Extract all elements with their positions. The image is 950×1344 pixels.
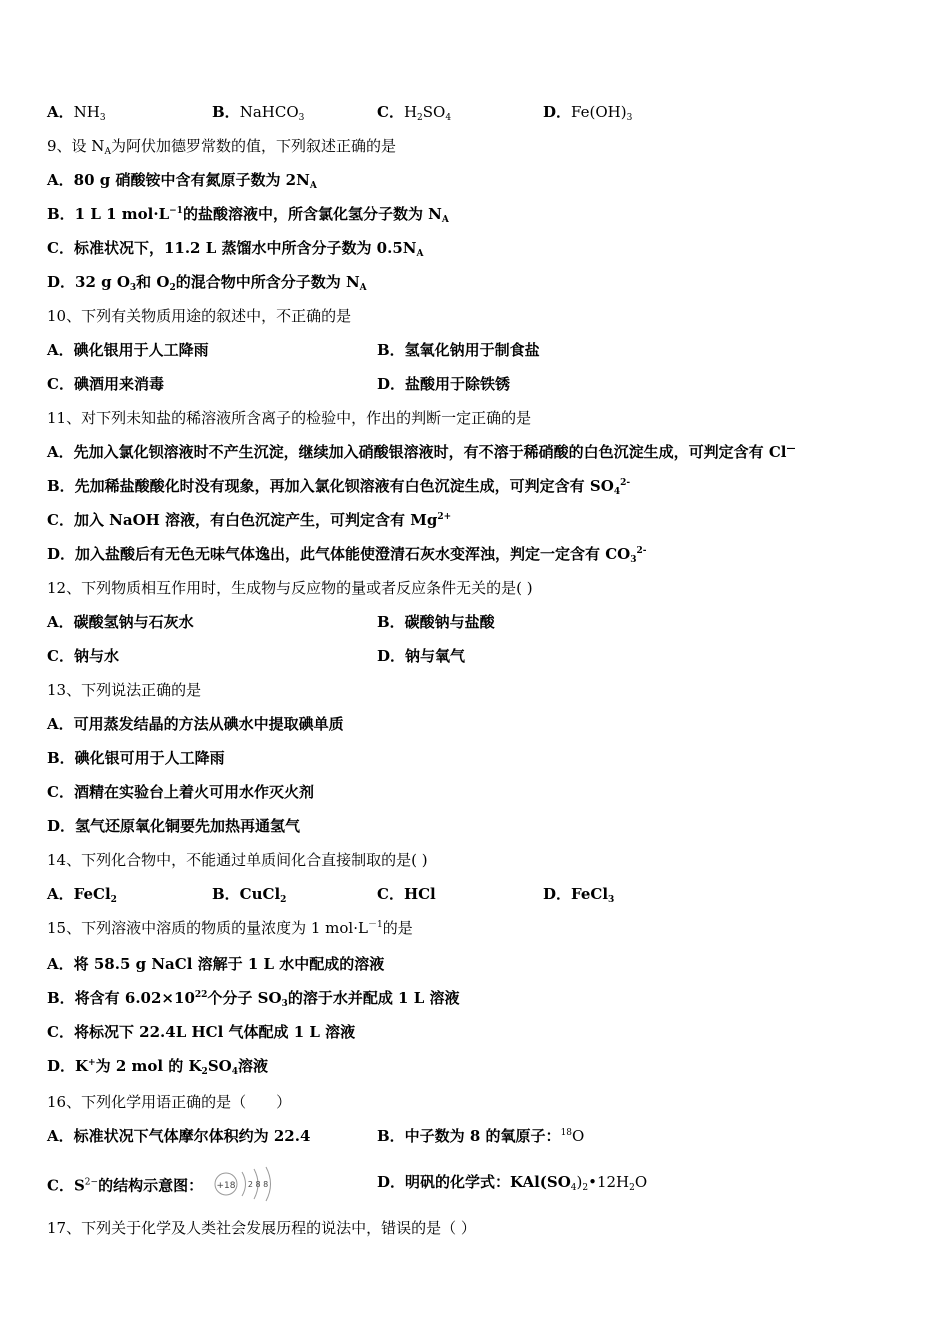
q8-option-b: B．NaHCO$_3$	[212, 103, 305, 123]
q13-option-b: B．碘化银可用于人工降雨	[47, 749, 225, 767]
q12-option-c: C．钠与水	[47, 647, 119, 665]
q14-option-d: D．FeCl$_3$	[543, 885, 615, 905]
q15-option-a: A．将 58.5 g NaCl 溶解于 1 L 水中配成的溶液	[47, 955, 385, 973]
q16-stem: 16、下列化学用语正确的是（ ）	[47, 1093, 292, 1111]
q16-option-a: A．标准状况下气体摩尔体积约为 22.4	[47, 1127, 311, 1145]
q9-option-d: D．32 g $O_3$和 $O_2$的混合物中所含分子数为 $N_A$	[47, 273, 367, 293]
q13-option-c: C．酒精在实验台上着火可用水作灭火剂	[47, 783, 314, 801]
q10-option-d: D．盐酸用于除铁锈	[377, 375, 511, 393]
q13-stem: 13、下列说法正确的是	[47, 681, 202, 699]
q8-option-c: C．$H_2SO_4$	[377, 103, 452, 123]
q13-option-d: D．氢气还原氧化铜要先加热再通氢气	[47, 817, 301, 835]
q12-option-a: A．碳酸氢钠与石灰水	[47, 613, 194, 631]
q14-option-c: C．HCl	[377, 885, 436, 903]
q13-option-a: A．可用蒸发结晶的方法从碘水中提取碘单质	[47, 715, 344, 733]
q10-option-b: B．氢氧化钠用于制食盐	[377, 341, 540, 359]
q14-option-b: B．CuCl$_2$	[212, 885, 287, 905]
q15-stem: 15、下列溶液中溶质的物质的量浓度为 1 $mol\cdot L^{-1}$的是	[47, 919, 413, 937]
q17-stem: 17、下列关于化学及人类社会发展历程的说法中，错误的是（ ）	[47, 1219, 476, 1237]
q15-option-c: C．将标况下 22.4L HCl 气体配成 1 L 溶液	[47, 1023, 356, 1041]
q11-option-d: D．加入盐酸后有无色无味气体逸出，此气体能使澄清石灰水变浑浊，判定一定含有 $CO_3^{2-}$	[47, 545, 647, 565]
q12-stem: 12、下列物质相互作用时，生成物与反应物的量或者反应条件无关的是( )	[47, 579, 533, 597]
shell-electrons-label: 2 8 8	[247, 1180, 269, 1189]
q15-option-b: B．将含有 $6.02\times 10^{22}$个分子 $SO_3$的溶于水并配成 1 L 溶液	[47, 989, 460, 1009]
q11-option-b: B．先加稀盐酸酸化时没有现象，再加入氯化钡溶液有白色沉淀生成，可判定含有 $SO_4^{2-}$	[47, 477, 631, 497]
q9-option-a: A．80 g 硝酸铵中含有氮原子数为 $2N_A$	[47, 171, 317, 191]
q10-option-a: A．碘化银用于人工降雨	[47, 341, 209, 359]
q14-option-a: A．FeCl$_2$	[47, 885, 117, 905]
q12-option-b: B．碳酸钠与盐酸	[377, 613, 495, 631]
q12-option-d: D．钠与氧气	[377, 647, 466, 665]
q16-option-d: D．明矾的化学式：$KAl(SO_4)_2•12H_2O$	[377, 1173, 648, 1193]
q15-option-d: D．K+为 2 mol 的 $K_2SO_4$溶液	[47, 1057, 268, 1077]
q14-stem: 14、下列化合物中，不能通过单质间化合直接制取的是( )	[47, 851, 428, 869]
nucleus-label: +18	[216, 1181, 236, 1191]
q11-stem: 11、对下列未知盐的稀溶液所含离子的检验中，作出的判断一定正确的是	[47, 409, 532, 427]
q8-option-d: D．$Fe(OH)_3$	[543, 103, 633, 123]
q8-option-a: A．$NH_3$	[47, 103, 106, 123]
q10-stem: 10、下列有关物质用途的叙述中，不正确的是	[47, 307, 352, 325]
q16-option-c: C．$S^{2-}$的结构示意图： +18 2 8 8	[47, 1164, 282, 1209]
q10-option-c: C．碘酒用来消毒	[47, 375, 164, 393]
q11-option-a: A．先加入氯化钡溶液时不产生沉淀，继续加入硝酸银溶液时，有不溶于稀硝酸的白色沉淀生成，可判定含有 Cl—	[47, 443, 796, 461]
q16-option-b: B．中子数为 8 的氧原子：$^{18}$O	[377, 1127, 585, 1145]
q9-stem: 9、设 $N_A$为阿伏加德罗常数的值，下列叙述正确的是	[47, 137, 396, 157]
q9-option-b: B．1 L 1 $mol\cdot L^{-1}$的盐酸溶液中，所含氯化氢分子数为 $N_A$	[47, 205, 449, 225]
q9-option-c: C．标准状况下，11.2 L 蒸馏水中所含分子数为 $0.5N_A$	[47, 239, 424, 259]
q11-option-c: C．加入 NaOH 溶液，有白色沉淀产生，可判定含有 $Mg^{2+}$	[47, 511, 452, 529]
atom-structure-diagram	[212, 1164, 282, 1209]
